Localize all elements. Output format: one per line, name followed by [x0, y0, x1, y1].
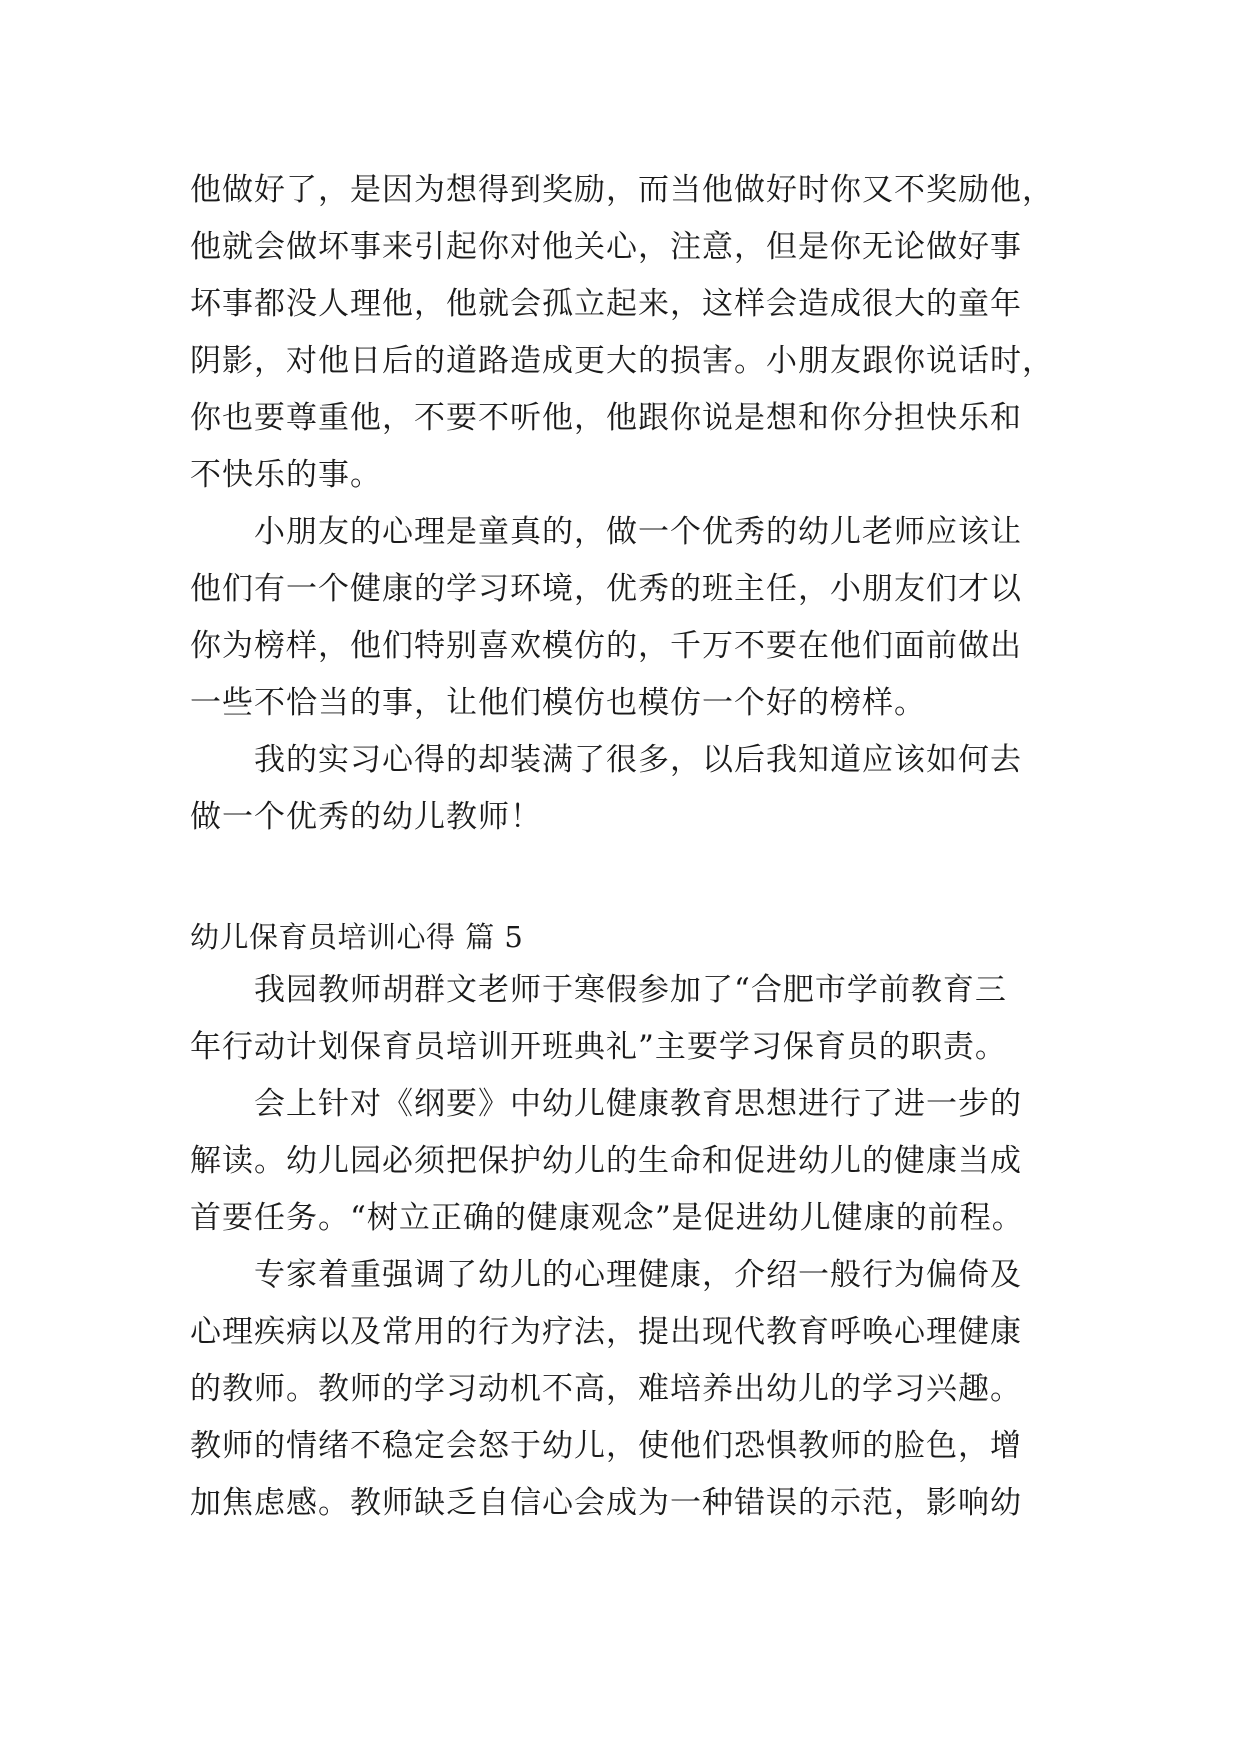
paragraph-line: 小朋友的心理是童真的，做一个优秀的幼儿老师应该让 [254, 514, 1022, 550]
paragraph-line: 你为榜样，他们特别喜欢模仿的，千万不要在他们面前做出 [190, 628, 1022, 664]
paragraph-line: 年行动计划保育员培训开班典礼”主要学习保育员的职责。 [190, 1029, 1007, 1065]
paragraph-line: 你也要尊重他，不要不听他，他跟你说是想和你分担快乐和 [190, 400, 1022, 436]
paragraph-line: 解读。幼儿园必须把保护幼儿的生命和促进幼儿的健康当成 [190, 1143, 1022, 1179]
section-heading: 幼儿保育员培训心得 篇 5 [190, 920, 524, 954]
paragraph-line: 加焦虑感。教师缺乏自信心会成为一种错误的示范，影响幼 [190, 1485, 1022, 1521]
paragraph-line: 阴影，对他日后的道路造成更大的损害。小朋友跟你说话时， [190, 343, 1054, 379]
paragraph-line: 他做好了，是因为想得到奖励，而当他做好时你又不奖励他， [190, 172, 1054, 208]
paragraph-line: 首要任务。“树立正确的健康观念”是促进幼儿健康的前程。 [190, 1200, 1024, 1236]
paragraph-line: 做一个优秀的幼儿教师！ [190, 799, 542, 835]
paragraph-line: 专家着重强调了幼儿的心理健康，介绍一般行为偏倚及 [254, 1257, 1022, 1293]
paragraph-line: 他们有一个健康的学习环境，优秀的班主任，小朋友们才以 [190, 571, 1022, 607]
paragraph-line: 心理疾病以及常用的行为疗法，提出现代教育呼唤心理健康 [190, 1314, 1022, 1350]
paragraph-line: 会上针对《纲要》中幼儿健康教育思想进行了进一步的 [254, 1086, 1022, 1122]
paragraph-line: 教师的情绪不稳定会怒于幼儿，使他们恐惧教师的脸色，增 [190, 1428, 1022, 1464]
paragraph-line: 不快乐的事。 [190, 457, 382, 493]
paragraph-line: 坏事都没人理他，他就会孤立起来，这样会造成很大的童年 [190, 286, 1022, 322]
paragraph-line: 一些不恰当的事，让他们模仿也模仿一个好的榜样。 [190, 685, 926, 721]
paragraph-line: 的教师。教师的学习动机不高，难培养出幼儿的学习兴趣。 [190, 1371, 1022, 1407]
paragraph-line: 我园教师胡群文老师于寒假参加了“合肥市学前教育三 [254, 972, 1007, 1008]
paragraph-line: 我的实习心得的却装满了很多，以后我知道应该如何去 [254, 742, 1022, 778]
paragraph-line: 他就会做坏事来引起你对他关心，注意，但是你无论做好事 [190, 229, 1022, 265]
